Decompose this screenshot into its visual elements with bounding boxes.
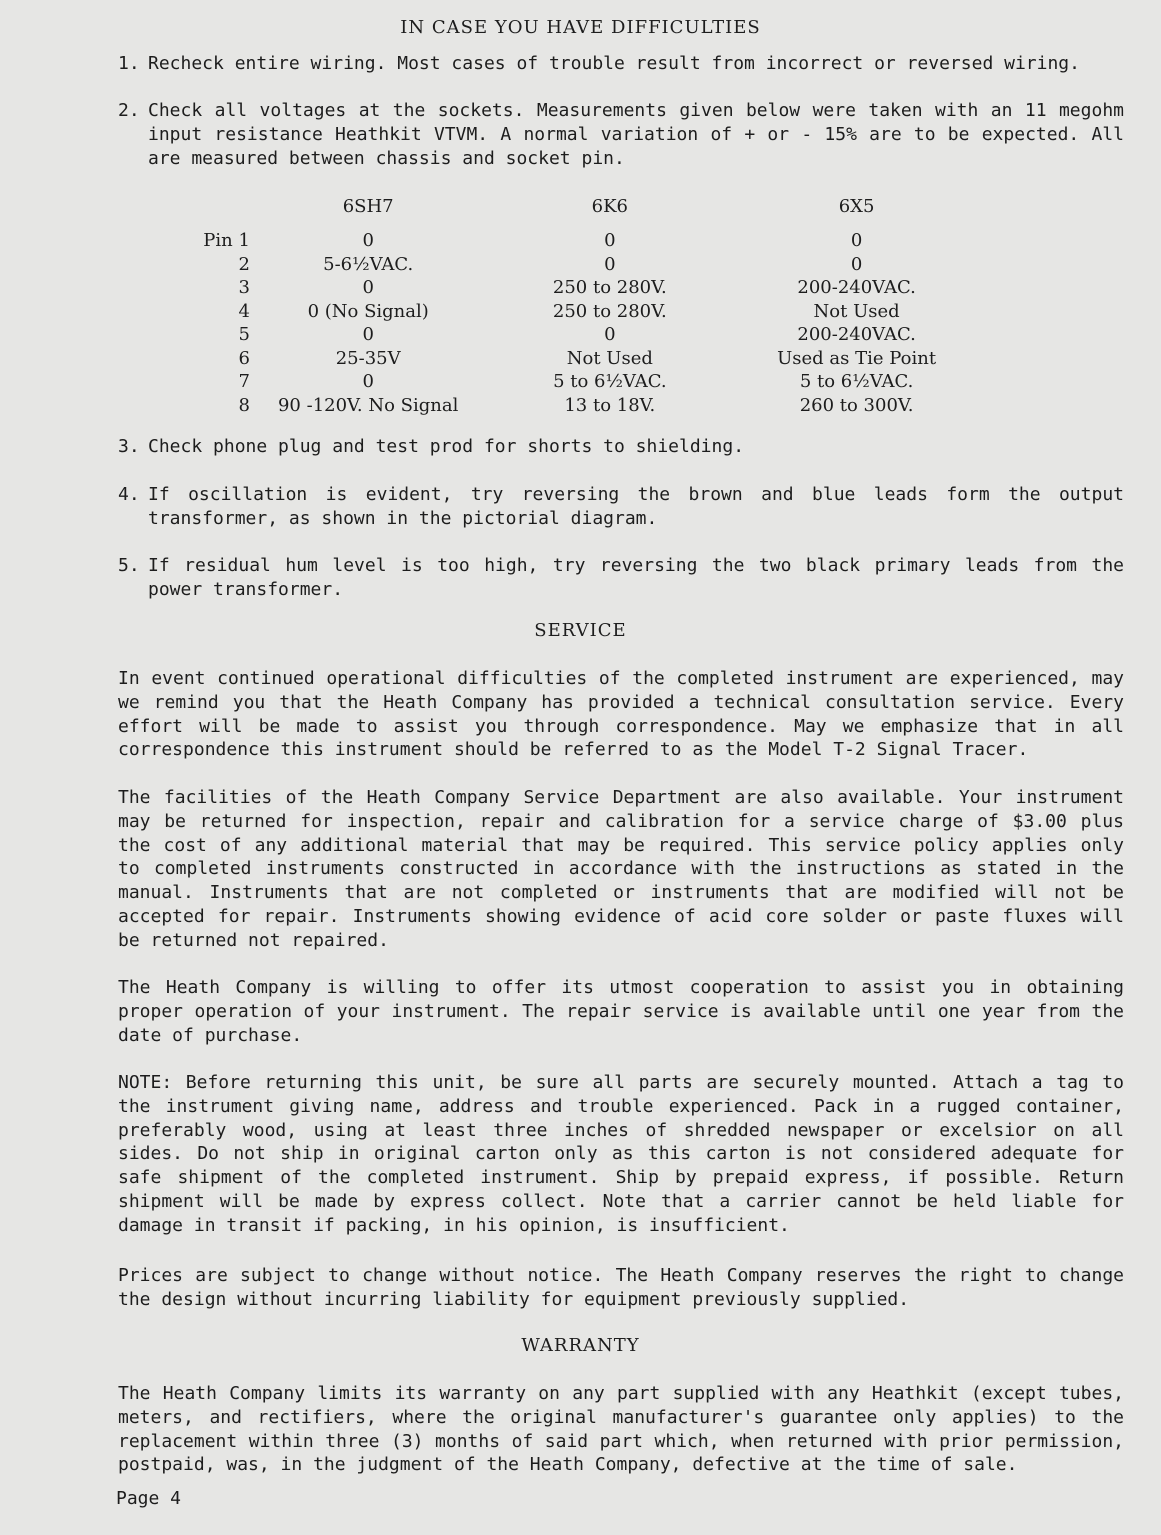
service-heading: SERVICE (534, 620, 627, 641)
list-item: 5. If residual hum level is too high, try reversing the two black primary leads from the power transformer. (118, 555, 1124, 600)
table-row: Pin 1 0 0 0 (203, 230, 863, 252)
list-item: 2. Check all voltages at the sockets. Measurements given below were taken with an 11 megohm input resistance Heathkit VTVM. A normal variation of + or - 15% are to be expected. All are measured between chassis and socket pin. (118, 100, 1124, 169)
list-item: 3. Check phone plug and test prod for shorts to shielding. (118, 436, 745, 457)
difficulties-heading: IN CASE YOU HAVE DIFFICULTIES (400, 17, 761, 38)
warranty-heading: WARRANTY (521, 1335, 640, 1356)
page-number: Page 4 (116, 1488, 182, 1509)
tube-6sh7-header: 6SH7 (342, 196, 394, 217)
warranty-paragraph: The Heath Company limits its warranty on any part supplied with any Heathkit (except tubes, meters, and rectifiers, where the original manufacturer's guarantee only applies) to the replacement within three (3) months of said part which, when returned with prior permission, postpaid, was, in the judgment of the Heath Company, defective at the time of sale. (118, 1383, 1124, 1476)
service-note-paragraph: NOTE: Before returning this unit, be sure all parts are securely mounted. Attach a tag to the instrument giving name, address and trouble experienced. Pack in a rugged container, preferably wood, using at least three inches of shredded newspaper or excelsior on all sides. Do not ship in original carton only as this carton is not considered adequate for safe shipment of the completed instrument. Ship by prepaid express, if possible. Return shipment will be made by express collect. Note that a carrier cannot be held liable for damage in transit if packing, in his opinion, is insufficient. (118, 1072, 1124, 1236)
table-row: 8 90 -120V. No Signal 13 to 18V. 260 to 300V. (238, 394, 914, 416)
tube-6x5-header: 6X5 (838, 196, 875, 217)
tube-6k6-header: 6K6 (591, 196, 628, 217)
table-row: 3 0 250 to 280V. 200-240VAC. (238, 277, 916, 299)
service-paragraph: The facilities of the Heath Company Service Department are also available. Your instrument may be returned for inspection, repair and calibration for a service charge of $3.00 plus the cost of any additional material that may be required. This service policy applies only to completed instruments constructed in accordance with the instructions as stated in the manual. Instruments that are not completed or instruments that are modified will not be accepted for repair. Instruments showing evidence of acid core solder or paste fluxes will be returned not repaired. (118, 787, 1124, 951)
socket-voltage-table (180, 196, 980, 417)
table-row: 2 5-6½VAC. 0 0 (238, 253, 863, 275)
table-row: 7 0 5 to 6½VAC. 5 to 6½VAC. (238, 371, 914, 393)
list-item: 1. Recheck entire wiring. Most cases of trouble result from incorrect or reversed wiring. (118, 53, 1080, 74)
table-header-row (180, 196, 980, 229)
service-paragraph: In event continued operational difficulties of the completed instrument are experienced, may we remind you that the Heath Company has provided a technical consultation service. Every effort will be made to assist you through correspondence. May we emphasize that in all correspondence this instrument should be referred to as the Model T-2 Signal Tracer. (118, 668, 1124, 761)
service-paragraph: Prices are subject to change without notice. The Heath Company reserves the right to change the design without incurring liability for equipment previously supplied. (118, 1265, 1124, 1310)
table-row: 5 0 0 200-240VAC. (238, 324, 916, 346)
service-paragraph: The Heath Company is willing to offer its utmost cooperation to assist you in obtaining proper operation of your instrument. The repair service is available until one year from the date of purchase. (118, 977, 1124, 1046)
list-item: 4. If oscillation is evident, try reversing the brown and blue leads form the output transformer, as shown in the pictorial diagram. (118, 484, 1124, 529)
table-row: 6 25-35V Not Used Used as Tie Point (238, 347, 937, 369)
table-row: 4 0 (No Signal) 250 to 280V. Not Used (238, 300, 900, 322)
